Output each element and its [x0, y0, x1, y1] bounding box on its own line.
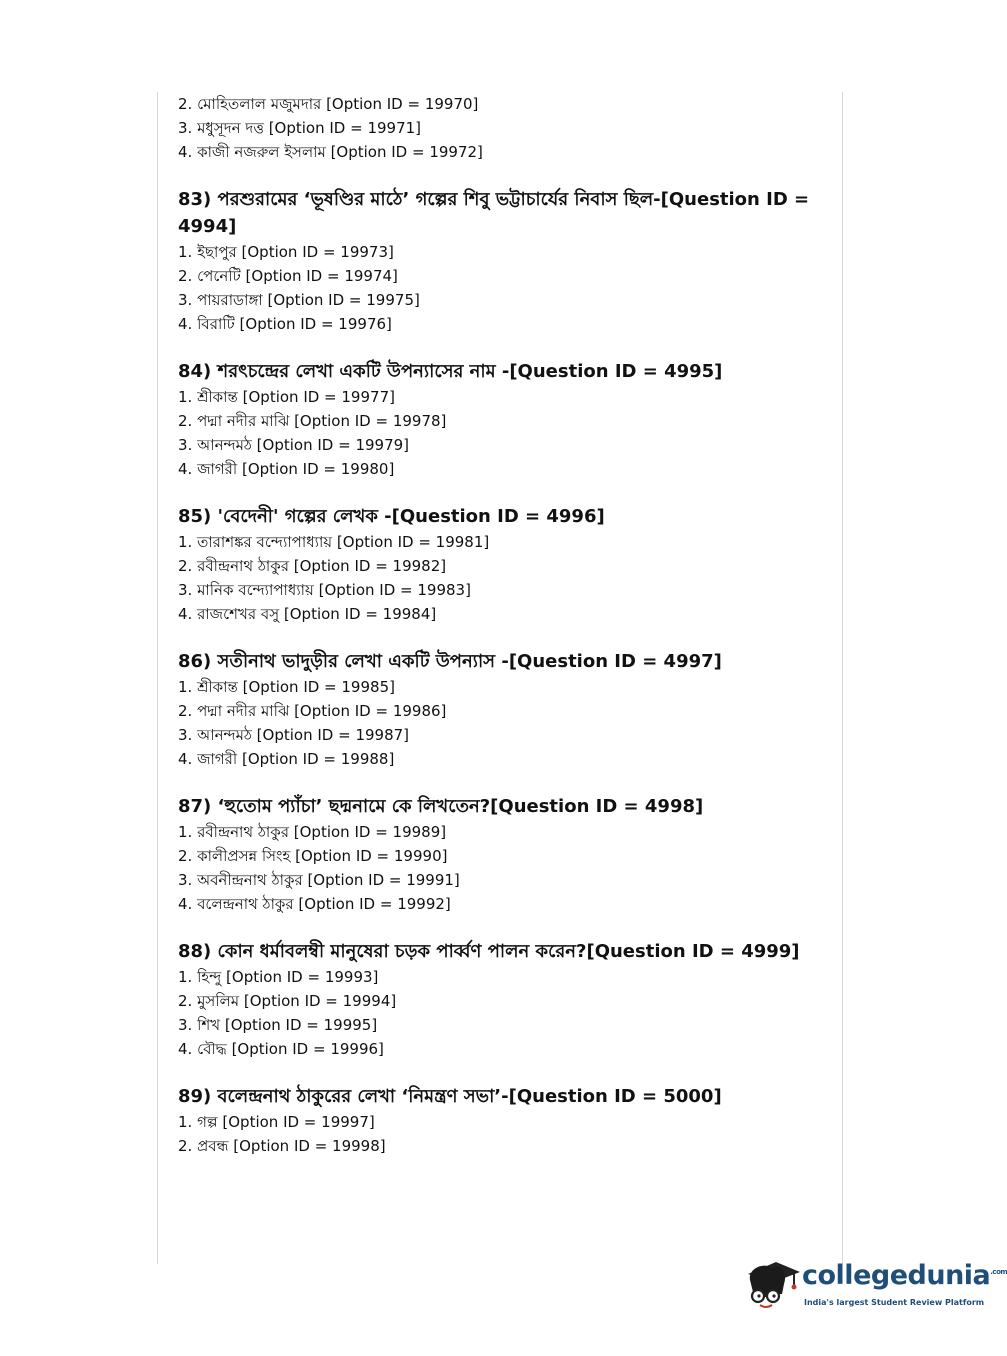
question-title: 88) কোন ধর্মাবলম্বী মানুষেরা চড়ক পার্ব্বণ পালন করেন?[Question ID = 4999] [178, 941, 800, 962]
question-block-85 [178, 503, 828, 626]
question-block-88 [178, 938, 828, 1061]
option-text: 2. মোহিতলাল মজুমদার [Option ID = 19970] [178, 95, 479, 113]
brand-name [802, 1260, 1007, 1291]
option-text: 1. হিন্দু [Option ID = 19993] [178, 968, 379, 986]
option-text: 2. পদ্মা নদীর মাঝি [Option ID = 19986] [178, 702, 447, 720]
question-block-89 [178, 1083, 828, 1158]
option-text: 4. বিরাটি [Option ID = 19976] [178, 315, 392, 333]
carryover-options [178, 92, 828, 164]
page-right-rule [842, 92, 843, 1264]
option-text: 4. রাজশেখর বসু [Option ID = 19984] [178, 605, 437, 623]
question-block-87 [178, 793, 828, 916]
option-text: 4. জাগরী [Option ID = 19980] [178, 460, 395, 478]
option-text: 4. বলেন্দ্রনাথ ঠাকুর [Option ID = 19992] [178, 895, 451, 913]
option-text: 1. শ্রীকান্ত [Option ID = 19985] [178, 678, 395, 696]
option-text: 1. তারাশঙ্কর বন্দ্যোপাধ্যায় [Option ID = 19981] [178, 533, 490, 551]
trademark-mark: .com [990, 1268, 1007, 1276]
option-text: 1. ইছাপুর [Option ID = 19973] [178, 243, 394, 261]
brand-tagline: India's largest Student Review Platform [804, 1298, 985, 1307]
option-text: 3. অবনীন্দ্রনাথ ঠাকুর [Option ID = 19991] [178, 871, 460, 889]
question-title: 83) পরশুরামের ‘ভূষণ্ডির মাঠে’ গল্পের শিবু ভট্টাচার্যের নিবাস ছিল-[Question ID = 4994] [178, 189, 810, 237]
option-text: 3. পায়রাডাঙ্গা [Option ID = 19975] [178, 291, 420, 309]
question-title: 87) ‘হুতোম প্যাঁচা’ ছদ্মনামে কে লিখতেন?[Question ID = 4998] [178, 796, 704, 817]
option-text: 3. মধুসূদন দত্ত [Option ID = 19971] [178, 119, 422, 137]
option-text: 3. মানিক বন্দ্যোপাধ্যায় [Option ID = 19983] [178, 581, 471, 599]
option-text: 2. কালীপ্রসন্ন সিংহ [Option ID = 19990] [178, 847, 448, 865]
option-text: 4. বৌদ্ধ [Option ID = 19996] [178, 1040, 384, 1058]
option-text: 3. শিখ [Option ID = 19995] [178, 1016, 378, 1034]
page-left-rule [157, 92, 158, 1264]
question-title: 84) শরৎচন্দ্রের লেখা একটি উপন্যাসের নাম -[Question ID = 4995] [178, 361, 723, 382]
option-text: 2. পদ্মা নদীর মাঝি [Option ID = 19978] [178, 412, 447, 430]
option-text: 1. গল্প [Option ID = 19997] [178, 1113, 375, 1131]
brand-name-text: collegedunia [802, 1260, 991, 1291]
question-content [178, 92, 828, 1158]
option-text: 2. রবীন্দ্রনাথ ঠাকুর [Option ID = 19982] [178, 557, 447, 575]
option-text: 2. মুসলিম [Option ID = 19994] [178, 992, 397, 1010]
option-text: 4. কাজী নজরুল ইসলাম [Option ID = 19972] [178, 143, 483, 161]
question-title: 85) 'বেদেনী' গল্পের লেখক -[Question ID = 4996] [178, 506, 605, 527]
question-block-84 [178, 358, 828, 481]
option-text: 1. রবীন্দ্রনাথ ঠাকুর [Option ID = 19989] [178, 823, 447, 841]
question-block-83 [178, 186, 828, 336]
option-text: 3. আনন্দমঠ [Option ID = 19979] [178, 436, 410, 454]
question-title: 86) সতীনাথ ভাদুড়ীর লেখা একটি উপন্যাস -[Question ID = 4997] [178, 651, 722, 672]
collegedunia-logo[interactable] [742, 1252, 1007, 1318]
question-title: 89) বলেন্দ্রনাথ ঠাকুরের লেখা ‘নিমন্ত্রণ সভা’-[Question ID = 5000] [178, 1086, 722, 1107]
option-text: 4. জাগরী [Option ID = 19988] [178, 750, 395, 768]
option-text: 2. পেনেটি [Option ID = 19974] [178, 267, 398, 285]
student-mascot-icon [742, 1254, 800, 1310]
question-block-86 [178, 648, 828, 771]
option-text: 3. আনন্দমঠ [Option ID = 19987] [178, 726, 410, 744]
option-text: 1. শ্রীকান্ত [Option ID = 19977] [178, 388, 395, 406]
option-text: 2. প্রবন্ধ [Option ID = 19998] [178, 1137, 386, 1155]
